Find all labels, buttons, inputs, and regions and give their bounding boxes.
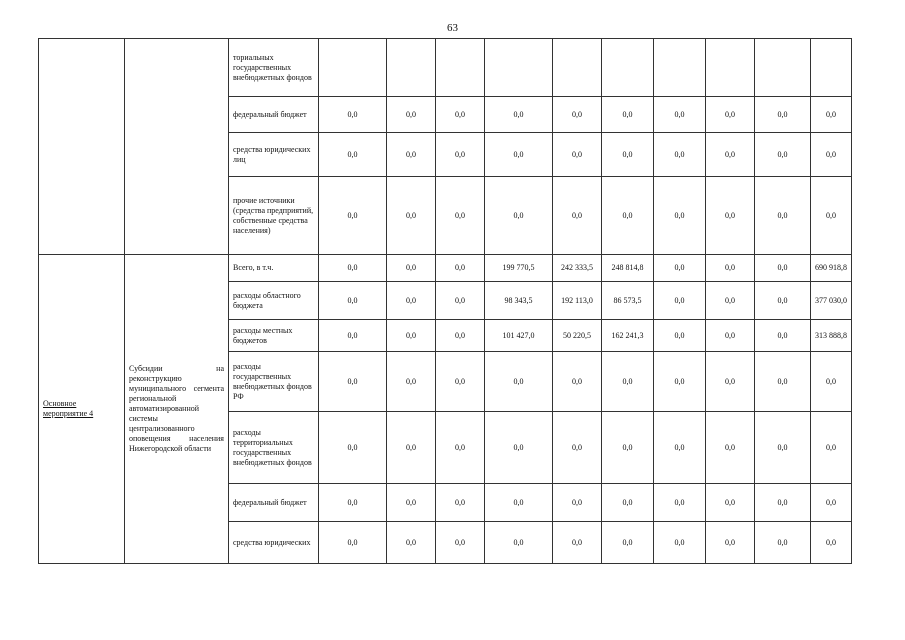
- value-cell: 0,0: [387, 97, 436, 133]
- value-cell: 0,0: [654, 282, 706, 320]
- value-cell: 0,0: [387, 484, 436, 522]
- value-cell: 0,0: [811, 352, 852, 412]
- value-cell: 0,0: [811, 484, 852, 522]
- value-cell: 0,0: [755, 255, 811, 282]
- value-cell: 0,0: [706, 522, 755, 564]
- source-cell: расходы областного бюджета: [229, 282, 319, 320]
- value-cell: 0,0: [436, 412, 485, 484]
- value-cell: 0,0: [654, 352, 706, 412]
- value-cell: 0,0: [553, 484, 602, 522]
- value-cell: 101 427,0: [485, 320, 553, 352]
- source-cell: прочие источники (средства предприятий, собственные средства населения): [229, 177, 319, 255]
- measure-title-link[interactable]: Основное мероприятие 4: [43, 399, 94, 418]
- value-cell: 0,0: [485, 352, 553, 412]
- value-cell: 0,0: [319, 133, 387, 177]
- value-cell: 0,0: [755, 412, 811, 484]
- value-cell: 0,0: [706, 320, 755, 352]
- value-cell: 0,0: [602, 522, 654, 564]
- value-cell: 0,0: [436, 352, 485, 412]
- table-row: [39, 39, 852, 97]
- value-cell: 0,0: [436, 484, 485, 522]
- value-cell: 690 918,8: [811, 255, 852, 282]
- source-cell: расходы территориальных государственных внебюджетных фондов: [229, 412, 319, 484]
- value-cell: 0,0: [755, 522, 811, 564]
- source-cell: Всего, в т.ч.: [229, 255, 319, 282]
- value-cell: 0,0: [755, 133, 811, 177]
- value-cell: 0,0: [553, 522, 602, 564]
- value-cell: 199 770,5: [485, 255, 553, 282]
- source-cell: средства юридических: [229, 522, 319, 564]
- table-row: [39, 255, 852, 282]
- value-cell: 0,0: [319, 97, 387, 133]
- value-cell: 0,0: [319, 522, 387, 564]
- value-cell: 0,0: [319, 255, 387, 282]
- value-cell: [485, 39, 553, 97]
- value-cell: 0,0: [654, 522, 706, 564]
- value-cell: [319, 39, 387, 97]
- value-cell: 0,0: [553, 133, 602, 177]
- value-cell: 0,0: [387, 282, 436, 320]
- value-cell: 0,0: [811, 133, 852, 177]
- value-cell: 0,0: [485, 412, 553, 484]
- value-cell: 0,0: [436, 133, 485, 177]
- value-cell: 0,0: [654, 255, 706, 282]
- value-cell: [387, 39, 436, 97]
- value-cell: 98 343,5: [485, 282, 553, 320]
- value-cell: 0,0: [602, 97, 654, 133]
- value-cell: 0,0: [319, 177, 387, 255]
- value-cell: 86 573,5: [602, 282, 654, 320]
- blank-cell: [39, 39, 125, 255]
- value-cell: 0,0: [706, 352, 755, 412]
- value-cell: [654, 39, 706, 97]
- value-cell: 0,0: [706, 412, 755, 484]
- value-cell: 0,0: [553, 177, 602, 255]
- value-cell: 0,0: [319, 320, 387, 352]
- value-cell: 0,0: [436, 177, 485, 255]
- blank-cell: [125, 39, 229, 255]
- value-cell: 0,0: [436, 97, 485, 133]
- value-cell: 0,0: [706, 133, 755, 177]
- value-cell: 0,0: [654, 97, 706, 133]
- value-cell: 0,0: [706, 97, 755, 133]
- value-cell: 0,0: [811, 412, 852, 484]
- value-cell: 0,0: [387, 522, 436, 564]
- value-cell: 0,0: [602, 133, 654, 177]
- value-cell: 0,0: [755, 282, 811, 320]
- value-cell: 0,0: [319, 484, 387, 522]
- value-cell: 192 113,0: [553, 282, 602, 320]
- value-cell: 0,0: [553, 412, 602, 484]
- budget-table: [38, 38, 852, 564]
- value-cell: 0,0: [706, 484, 755, 522]
- value-cell: 242 333,5: [553, 255, 602, 282]
- value-cell: 248 814,8: [602, 255, 654, 282]
- value-cell: [602, 39, 654, 97]
- source-cell: средства юридических лиц: [229, 133, 319, 177]
- value-cell: 0,0: [755, 177, 811, 255]
- value-cell: [811, 39, 852, 97]
- value-cell: 0,0: [436, 255, 485, 282]
- value-cell: 0,0: [602, 412, 654, 484]
- value-cell: 0,0: [654, 412, 706, 484]
- value-cell: 0,0: [755, 97, 811, 133]
- value-cell: 0,0: [654, 320, 706, 352]
- value-cell: 162 241,3: [602, 320, 654, 352]
- page-number: 63: [447, 22, 458, 34]
- source-cell: ториальных государственных внебюджетных фондов: [229, 39, 319, 97]
- value-cell: 0,0: [654, 484, 706, 522]
- measure-title-cell: [39, 255, 125, 564]
- value-cell: 0,0: [602, 484, 654, 522]
- value-cell: 0,0: [319, 282, 387, 320]
- value-cell: [553, 39, 602, 97]
- value-cell: 0,0: [602, 177, 654, 255]
- value-cell: 0,0: [755, 352, 811, 412]
- value-cell: 0,0: [811, 97, 852, 133]
- value-cell: 0,0: [436, 522, 485, 564]
- value-cell: 0,0: [485, 177, 553, 255]
- value-cell: 0,0: [485, 133, 553, 177]
- value-cell: 0,0: [654, 133, 706, 177]
- value-cell: 377 030,0: [811, 282, 852, 320]
- value-cell: 0,0: [811, 522, 852, 564]
- source-cell: федеральный бюджет: [229, 484, 319, 522]
- value-cell: 0,0: [602, 352, 654, 412]
- source-cell: федеральный бюджет: [229, 97, 319, 133]
- value-cell: 0,0: [706, 255, 755, 282]
- value-cell: 0,0: [387, 133, 436, 177]
- value-cell: 313 888,8: [811, 320, 852, 352]
- source-cell: расходы местных бюджетов: [229, 320, 319, 352]
- value-cell: 50 220,5: [553, 320, 602, 352]
- value-cell: [755, 39, 811, 97]
- value-cell: 0,0: [387, 352, 436, 412]
- value-cell: 0,0: [755, 484, 811, 522]
- value-cell: 0,0: [485, 97, 553, 133]
- value-cell: 0,0: [654, 177, 706, 255]
- value-cell: 0,0: [387, 255, 436, 282]
- value-cell: [706, 39, 755, 97]
- value-cell: 0,0: [387, 177, 436, 255]
- value-cell: 0,0: [485, 484, 553, 522]
- value-cell: [436, 39, 485, 97]
- value-cell: 0,0: [755, 320, 811, 352]
- value-cell: 0,0: [485, 522, 553, 564]
- value-cell: 0,0: [706, 282, 755, 320]
- value-cell: 0,0: [706, 177, 755, 255]
- value-cell: 0,0: [553, 97, 602, 133]
- measure-description: Субсидии на реконструкцию муниципального сегмента региональной автоматизированной системы централизованного оповещения населения Нижегородской области: [125, 255, 229, 564]
- source-cell: расходы государственных внебюджетных фондов РФ: [229, 352, 319, 412]
- value-cell: 0,0: [319, 412, 387, 484]
- value-cell: 0,0: [436, 320, 485, 352]
- value-cell: 0,0: [811, 177, 852, 255]
- value-cell: 0,0: [319, 352, 387, 412]
- value-cell: 0,0: [387, 412, 436, 484]
- value-cell: 0,0: [553, 352, 602, 412]
- value-cell: 0,0: [387, 320, 436, 352]
- value-cell: 0,0: [436, 282, 485, 320]
